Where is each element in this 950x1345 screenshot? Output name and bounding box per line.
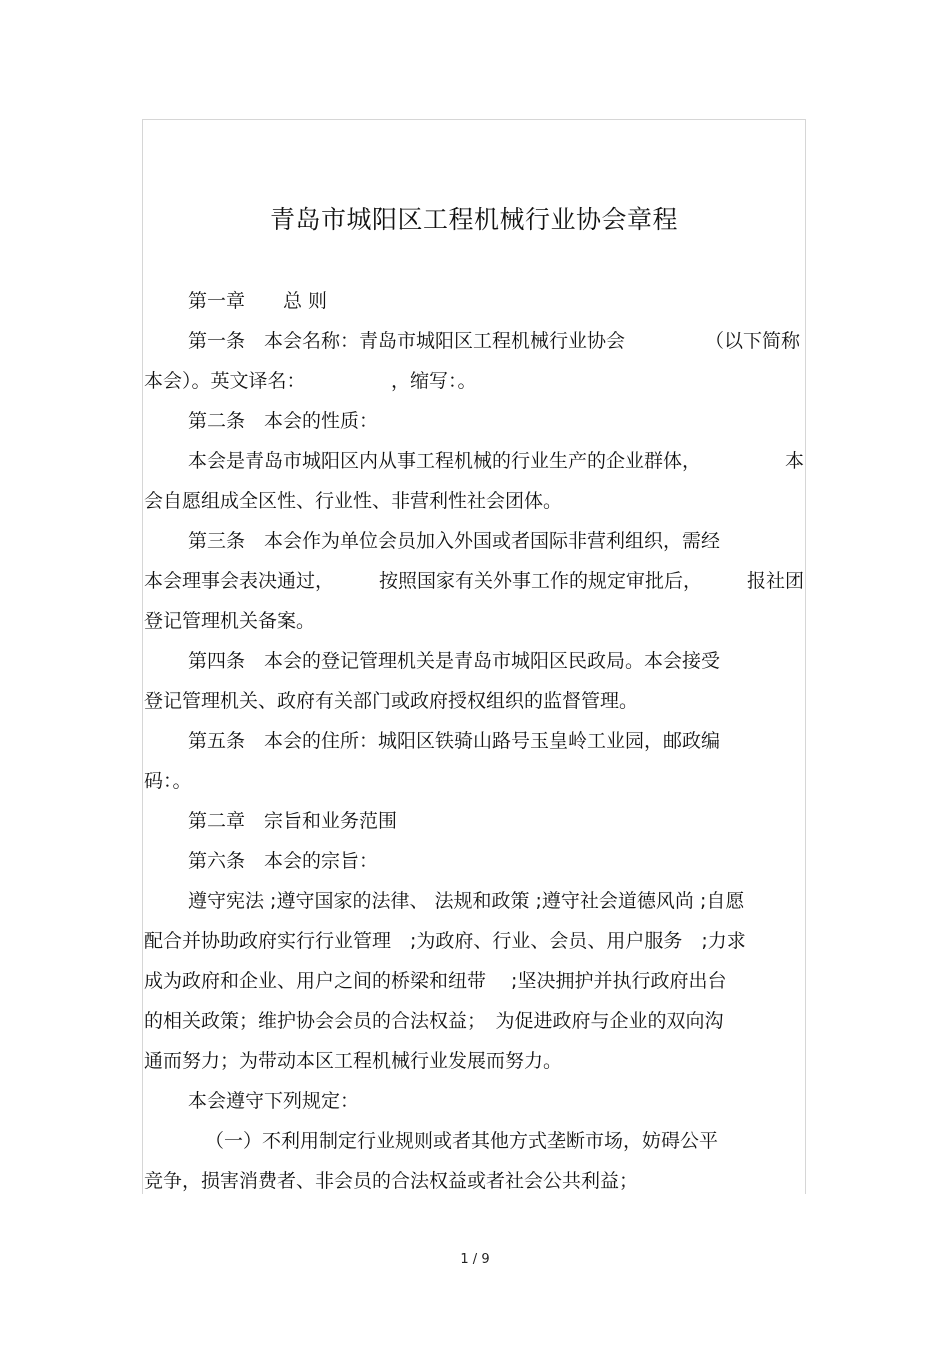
article-3-line-3: 登记管理机关备案。: [144, 610, 316, 632]
article-4-line-2: 登记管理机关、政府有关部门或政府授权组织的监督管理。: [144, 690, 639, 712]
rule-1-line-1: （一）不利用制定行业规则或者其他方式垄断市场，妨碍公平: [205, 1130, 719, 1152]
page-number: 1 / 9: [460, 1252, 490, 1267]
article-4-line-1: 第四条 本会的登记管理机关是青岛市城阳区民政局。本会接受: [188, 650, 721, 672]
chapter-1-heading: 第一章 总 则: [188, 290, 328, 312]
chapter-2-heading: 第二章 宗旨和业务范围: [188, 810, 398, 832]
article-1-text: 第一条 本会名称：青岛市城阳区工程机械行业协会: [188, 330, 626, 352]
article-3-line-1: 第三条 本会作为单位会员加入外国或者国际非营利组织，需经: [188, 530, 721, 552]
article-5-line-1: 第五条 本会的住所：城阳区铁骑山路号玉皇岭工业园，邮政编: [188, 730, 721, 752]
article-3-line-2: [144, 566, 804, 596]
article-6-paragraph-line-2: 配合并协助政府实行行业管理 ;为政府、行业、会员、用户服务 ;力求: [144, 930, 746, 952]
article-2-heading: 第二条 本会的性质：: [188, 410, 379, 432]
article-1-text-tail: （以下简称: [704, 330, 800, 352]
document-title: 青岛市城阳区工程机械行业协会章程: [269, 205, 678, 234]
article-3-segment-c: 报社团: [746, 570, 804, 592]
article-1-line-2: 本会）。英文译名： ，缩写：。: [144, 370, 477, 392]
article-6-paragraph-line-5: 通而努力；为带动本区工程机械行业发展而努力。: [144, 1050, 563, 1072]
article-3-segment-b: 按照国家有关外事工作的规定审批后，: [378, 570, 702, 592]
article-2-line-1: [188, 446, 804, 476]
article-2-text-tail: 本: [784, 450, 804, 472]
article-2-text: 本会是青岛市城阳区内从事工程机械的行业生产的企业群体，: [188, 450, 702, 472]
article-6-paragraph-line-1: 遵守宪法 ;遵守国家的法律、 法规和政策 ;遵守社会道德风尚 ;自愿: [188, 890, 745, 912]
article-2-line-2: 会自愿组成全区性、行业性、非营利性社会团体。: [144, 490, 563, 512]
rule-1-line-2: 竞争，损害消费者、非会员的合法权益或者社会公共利益；: [144, 1170, 639, 1192]
article-6-paragraph-line-4: 的相关政策；维护协会会员的合法权益； 为促进政府与企业的双向沟: [144, 1010, 724, 1032]
article-6-heading: 第六条 本会的宗旨：: [188, 850, 379, 872]
article-3-segment-a: 本会理事会表决通过，: [144, 570, 335, 592]
article-1-line-1: [188, 326, 800, 356]
article-6-paragraph-line-3: 成为政府和企业、用户之间的桥梁和纽带 ;坚决拥护并执行政府出台: [144, 970, 727, 992]
article-5-line-2: 码：。: [144, 770, 192, 792]
rules-heading: 本会遵守下列规定：: [188, 1090, 360, 1112]
